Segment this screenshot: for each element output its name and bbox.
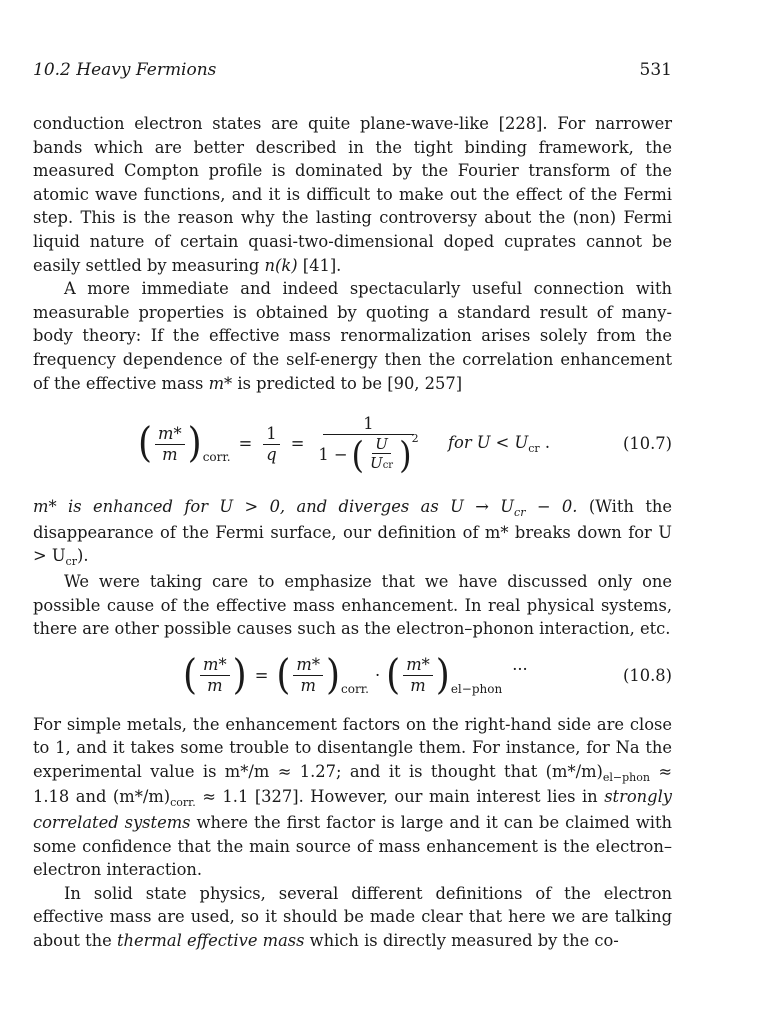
paragraph-4-text: We were taking care to emphasize that we have discussed only one possible cause of the effective mass enhancement. In real physical systems, there are other possible causes such as the electron–phonon interaction, etc. — [33, 571, 672, 639]
frac-numerator: m* — [293, 655, 323, 676]
frac-numerator: m* — [200, 655, 230, 676]
right-paren: ) — [187, 419, 202, 468]
left-paren: ( — [386, 651, 401, 699]
condition-end: . — [539, 433, 551, 453]
equation-10-8 — [33, 645, 672, 707]
paragraph-1 — [33, 112, 672, 277]
right-paren: ) — [399, 432, 412, 477]
frac-denominator: q — [266, 444, 277, 464]
p3-text-b: − 0. — [525, 497, 578, 517]
left-paren: ( — [351, 432, 365, 477]
subscript-el-phon: el−phon — [450, 681, 503, 696]
p3-text-c: (With the disappearance of the Fermi surface, our definition of m* breaks down for U > U — [33, 497, 672, 566]
paragraph-2 — [33, 277, 672, 395]
p5-text-a: For simple metals, the enhancement factors on the right-hand side are close to 1, and it takes some trouble to disentangle them. For instance, for Na the experimental value is m*/m ≈ 1.27; and it is thought that (m*/m) — [33, 714, 672, 781]
paragraph-4 — [33, 570, 672, 641]
page-number: 531 — [639, 60, 672, 80]
fraction-main — [315, 414, 421, 475]
paragraph-1-text: conduction electron states are quite plane-wave-like [228]. For narrower bands which are better described in the tight binding framework, the measured Compton profile is dominated by the Fourier transform of the atomic wave functions, and it is difficult to make out the effect of the Fermi step. This is the reason why the lasting controversy about the (non) Fermi liquid nature of certain quasi-two-dimensional doped cuprates cannot be easily settled by measuring — [33, 114, 672, 275]
subscript-cr: cr — [514, 506, 526, 520]
p6-text-a: In solid state physics, several different definitions of the electron effective mass are used, so it should be made clear that here we are talking about the — [33, 883, 672, 951]
exponent: 2 — [411, 432, 419, 446]
paragraph-5 — [33, 713, 672, 882]
equation-10-7-body — [138, 399, 425, 489]
u-symbol: U — [370, 453, 383, 472]
p5-text-c: ≈ 1.1 [327]. However, our main interest lies in — [195, 787, 605, 807]
one-minus: 1 − — [318, 445, 348, 465]
running-head — [33, 60, 672, 80]
equals-sign: = — [254, 665, 269, 685]
frac-denominator — [367, 454, 396, 475]
subscript-corr: corr. — [202, 450, 231, 465]
frac-numerator: 1 — [323, 414, 413, 435]
equals-sign: = — [290, 434, 305, 454]
section-title: 10.2 Heavy Fermions — [33, 60, 217, 80]
frac-denominator — [315, 432, 421, 477]
subscript-cr: cr — [65, 555, 77, 569]
paragraph-3 — [33, 495, 672, 570]
equation-number: (10.8) — [623, 665, 672, 685]
subscript-corr: corr. — [170, 796, 196, 810]
dot-operator: · — [374, 665, 381, 685]
frac-numerator: m* — [155, 424, 185, 445]
equation-number: (10.7) — [623, 434, 672, 454]
p3-text-a: m* is enhanced for U > 0, and diverges as U → U — [33, 497, 515, 517]
right-paren: ) — [435, 651, 450, 699]
left-paren: ( — [276, 651, 291, 699]
frac-denominator: m — [162, 444, 178, 464]
frac-denominator: m — [300, 676, 316, 696]
fraction-mstar-m — [403, 655, 433, 696]
fraction-mstar-m — [155, 424, 185, 465]
body-text — [33, 112, 672, 953]
equation-condition — [448, 431, 550, 457]
p6-emphasis: thermal effective mass — [116, 931, 305, 951]
p6-text-b: which is directly measured by the co- — [304, 931, 619, 951]
p3-text-end: ). — [76, 546, 89, 566]
right-paren: ) — [232, 651, 247, 699]
paragraph-2-end: is predicted to be [90, 257] — [232, 373, 463, 393]
equals-sign: = — [238, 434, 253, 454]
fraction-u-ucr — [367, 435, 396, 475]
frac-numerator: 1 — [263, 424, 279, 445]
fraction-1-q — [263, 424, 279, 465]
frac-denominator: m — [410, 676, 426, 696]
math-mstar: m* — [208, 373, 233, 393]
theorem-statement — [33, 497, 578, 520]
p5-text-b: ≈ 1.18 and (m*/m) — [33, 761, 672, 807]
left-paren: ( — [138, 419, 153, 468]
paragraph-6 — [33, 882, 672, 953]
math-nk: n(k) — [264, 255, 298, 275]
subscript-cr: cr — [382, 459, 394, 471]
right-paren: ) — [325, 651, 341, 699]
subscript-corr: corr. — [341, 681, 369, 696]
p5-emphasis: strongly correlated systems — [33, 787, 672, 833]
frac-numerator: U — [372, 435, 391, 454]
p5-text-d: where the first factor is large and it can be claimed with some confidence that the main source of mass enhancement is the electron–electron interaction. — [33, 813, 672, 880]
subscript-el-phon: el−phon — [602, 770, 650, 784]
subscript-cr: cr — [528, 442, 540, 456]
paragraph-1-end: [41]. — [297, 255, 342, 275]
frac-denominator: m — [207, 676, 223, 696]
equation-10-7 — [33, 399, 672, 489]
fraction-mstar-m — [293, 655, 323, 696]
equation-10-8-body — [183, 645, 528, 707]
fraction-mstar-m — [200, 655, 230, 696]
paragraph-2-text: A more immediate and indeed spectacularly useful connection with measurable properties is obtained by quoting a standard result of many-body theory: If the effective mass renormalization arises solely from the frequency dependence of the self-energy then the correlation enhancement of the effective mass — [33, 279, 672, 393]
ellipsis: ··· — [512, 659, 528, 679]
condition-text: for U < U — [448, 433, 529, 453]
left-paren: ( — [183, 651, 198, 699]
frac-numerator: m* — [403, 655, 433, 676]
